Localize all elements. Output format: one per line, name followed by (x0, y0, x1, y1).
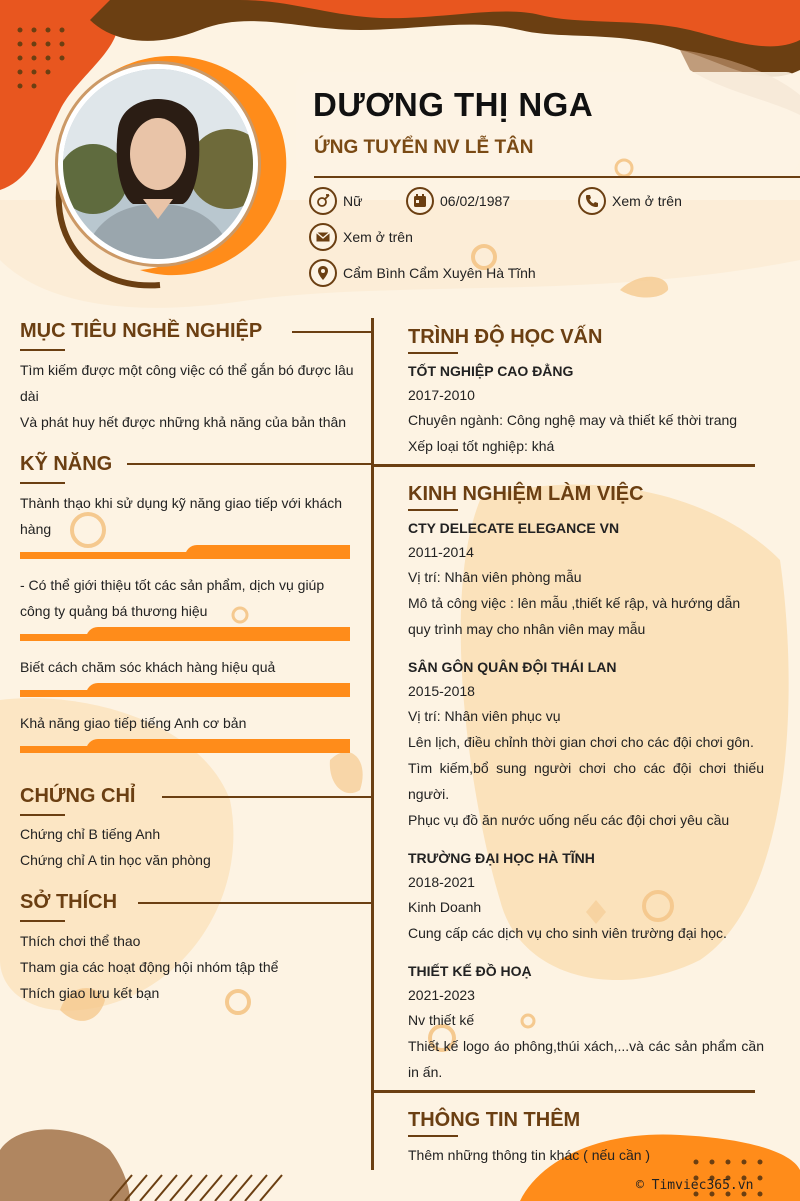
education-title: TRÌNH ĐỘ HỌC VẤN (408, 326, 603, 348)
job-3-role: Kinh Doanh (408, 899, 482, 915)
envelope-icon (309, 223, 337, 251)
extra-text: Thêm những thông tin khác ( nếu cần ) (408, 1147, 651, 1163)
job-3-desc: Cung cấp các dịch vụ cho sinh viên trường đại học. (408, 925, 727, 941)
calendar-icon (406, 187, 434, 215)
objective-line-2: Và phát huy hết được những khả năng của bản thân (20, 414, 347, 430)
hobbies-title: SỞ THÍCH (20, 891, 118, 913)
phone-icon (578, 187, 606, 215)
hobby-3: Thích giao lưu kết bạn (20, 985, 160, 1001)
job-4-years: 2021-2023 (408, 987, 475, 1003)
skill-4-bar (20, 739, 350, 753)
skills-title-underline (20, 482, 65, 484)
skills-title: KỸ NĂNG (20, 453, 113, 475)
education-grade: Xếp loại tốt nghiệp: khá (408, 438, 555, 454)
contact-gender (309, 187, 362, 215)
certs-title-line (162, 796, 372, 798)
column-divider (371, 318, 374, 1170)
dob-text: 06/02/1987 (440, 193, 511, 209)
profile-photo (63, 69, 253, 259)
objective-title: MỤC TIÊU NGHỀ NGHIỆP (20, 320, 263, 342)
avatar (58, 64, 258, 264)
skill-3-text: Biết cách chăm sóc khách hàng hiệu quả (20, 659, 276, 675)
experience-title-underline (408, 509, 458, 511)
candidate-name: DƯƠNG THỊ NGA (313, 86, 594, 123)
cert-1: Chứng chỉ B tiếng Anh (20, 826, 161, 842)
job-1-role: Vị trí: Nhân viên phòng mẫu (408, 569, 582, 585)
cert-2: Chứng chỉ A tin học văn phòng (20, 852, 211, 868)
gender-icon (309, 187, 337, 215)
job-2-desc-3: Phục vụ đồ ăn nước uống nếu các đội chơi yêu cầu (408, 812, 730, 828)
job-1-company: CTY DELECATE ELEGANCE VN (408, 520, 620, 536)
skills-title-line (127, 463, 372, 465)
extra-title-underline (408, 1135, 458, 1137)
job-3-years: 2018-2021 (408, 874, 475, 890)
education-degree: TỐT NGHIỆP CAO ĐẲNG (408, 363, 574, 379)
objective-title-underline (20, 349, 65, 351)
experience-title: KINH NGHIỆM LÀM VIỆC (408, 483, 644, 505)
address-text: Cẩm Bình Cẩm Xuyên Hà Tĩnh (343, 265, 536, 281)
skill-3-bar (20, 683, 350, 697)
job-2-company: SÂN GÔN QUÂN ĐỘI THÁI LAN (408, 659, 617, 675)
skill-2-bar (20, 627, 350, 641)
education-divider (372, 464, 755, 467)
job-2-role: Vị trí: Nhân viên phục vụ (408, 708, 561, 724)
job-4-role: Nv thiết kế (408, 1012, 475, 1028)
skill-1-text: Thành thạo khi sử dụng kỹ năng giao tiếp với khách hàng (20, 495, 343, 537)
job-2-years: 2015-2018 (408, 683, 475, 699)
job-2-desc-2: Tìm kiếm,bổ sung người chơi cho các đội chơi thiếu người. (408, 760, 764, 802)
experience-divider (372, 1090, 755, 1093)
contact-email (309, 223, 413, 251)
phone-text: Xem ở trên (612, 193, 682, 209)
certs-title-underline (20, 814, 65, 816)
extra-title: THÔNG TIN THÊM (408, 1109, 581, 1131)
email-text: Xem ở trên (343, 229, 413, 245)
skill-4-text: Khả năng giao tiếp tiếng Anh cơ bản (20, 715, 247, 731)
header-divider (314, 176, 800, 178)
objective-line-1: Tìm kiếm được một công việc có thể gắn bó được lâu dài (20, 362, 354, 404)
location-pin-icon (309, 259, 337, 287)
gender-text: Nữ (343, 193, 363, 209)
job-4-company: THIẾT KẾ ĐỒ HOẠ (408, 963, 532, 979)
watermark: © Timviec365.vn (636, 1178, 754, 1193)
job-3-company: TRƯỜNG ĐẠI HỌC HÀ TĨNH (408, 850, 595, 866)
education-title-underline (408, 352, 458, 354)
education-major: Chuyên ngành: Công nghệ may và thiết kế thời trang (408, 412, 738, 428)
contact-dob (406, 187, 510, 215)
education-years: 2017-2010 (408, 387, 475, 403)
objective-title-line (292, 331, 372, 333)
hobby-1: Thích chơi thể thao (20, 933, 141, 949)
applied-position: ỨNG TUYỂN NV LỄ TÂN (314, 137, 534, 158)
hobbies-title-underline (20, 920, 65, 922)
job-4-desc: Thiết kế logo áo phông,thúi xách,...và các sản phẩm cần in ấn. (408, 1038, 764, 1080)
certs-title: CHỨNG CHỈ (20, 785, 136, 807)
contact-address (309, 259, 536, 287)
skill-1-bar (20, 545, 350, 559)
job-2-desc-1: Lên lịch, điều chỉnh thời gian chơi cho các đội chơi gôn. (408, 734, 754, 750)
hobbies-title-line (138, 902, 372, 904)
hobby-2: Tham gia các hoạt động hội nhóm tập thể (20, 959, 279, 975)
skill-2-text: - Có thể giới thiệu tốt các sản phẩm, dịch vụ giúp công ty quảng bá thương hiệu (20, 577, 325, 619)
contact-phone (578, 187, 682, 215)
job-1-years: 2011-2014 (408, 544, 474, 560)
job-1-desc: Mô tả công việc : lên mẫu ,thiết kế rập, và hướng dẫn quy trình may cho nhân viên may mẫu (408, 595, 741, 637)
